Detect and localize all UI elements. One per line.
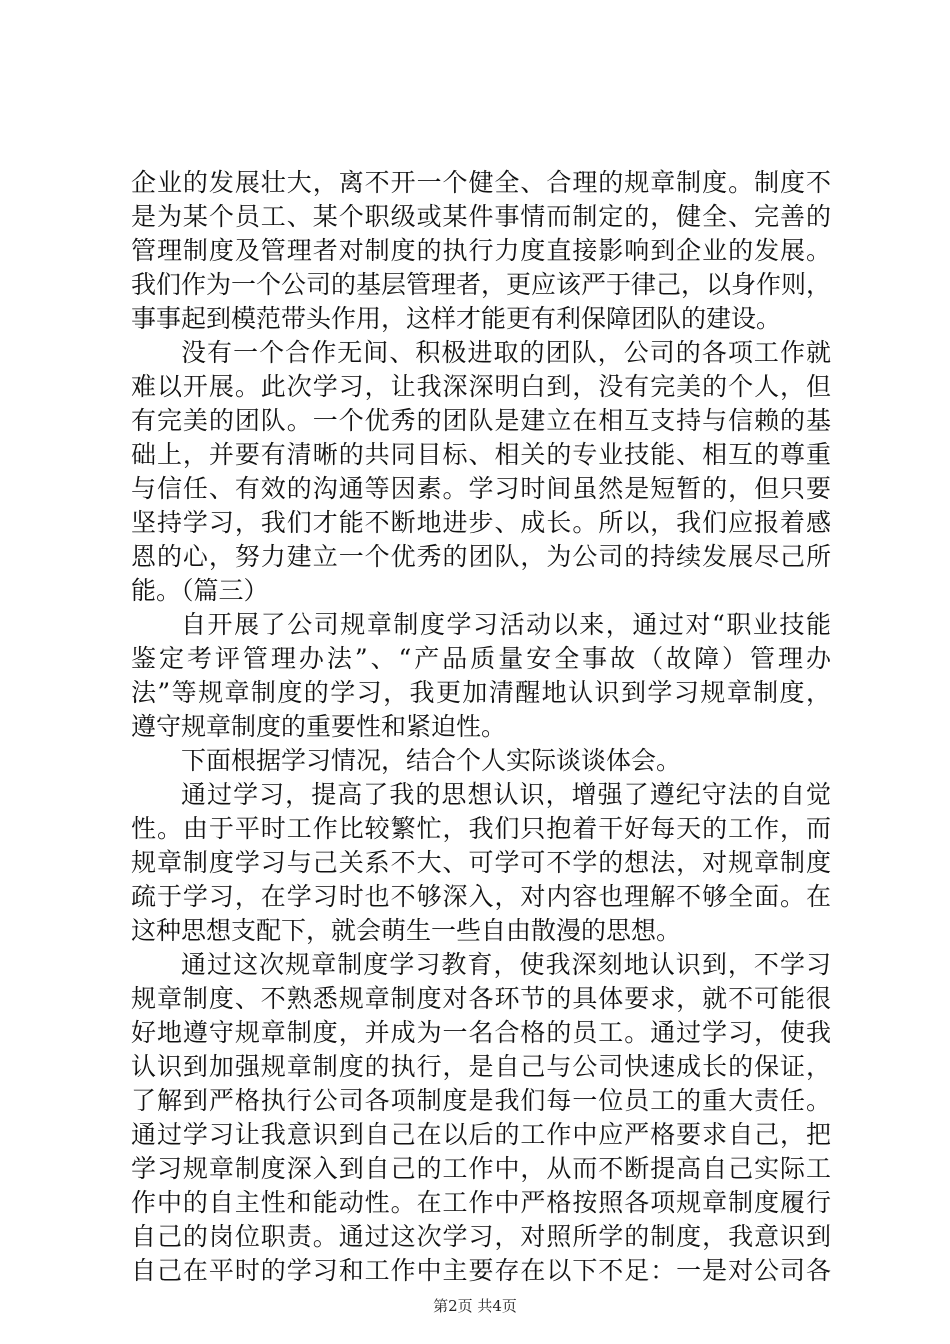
text-line: 是为某个员工、某个职级或某件事情而制定的，健全、完善的 bbox=[131, 202, 831, 231]
text-line: 事事起到模范带头作用，这样才能更有利保障团队的建设。 bbox=[131, 304, 782, 333]
text-line: 好地遵守规章制度，并成为一名合格的员工。通过学习，使我 bbox=[131, 1018, 831, 1047]
text-line: 企业的发展壮大，离不开一个健全、合理的规章制度。制度不 bbox=[131, 168, 831, 197]
text-line: 与信任、有效的沟通等因素。学习时间虽然是短暂的，但只要 bbox=[131, 474, 831, 503]
text-line: 础上，并要有清晰的共同目标、相关的专业技能、相互的尊重 bbox=[131, 440, 831, 469]
text-line: 这种思想支配下，就会萌生一些自由散漫的思想。 bbox=[131, 916, 682, 945]
text-line: 管理制度及管理者对制度的执行力度直接影响到企业的发展。 bbox=[131, 236, 831, 265]
text-line: 坚持学习，我们才能不断地进步、成长。所以，我们应报着感 bbox=[131, 508, 831, 537]
text-line: 学习规章制度深入到自己的工作中，从而不断提高自己实际工 bbox=[131, 1154, 831, 1183]
text-line: 通过这次规章制度学习教育，使我深刻地认识到，不学习 bbox=[181, 950, 831, 979]
text-line: 我们作为一个公司的基层管理者，更应该严于律己，以身作则， bbox=[131, 270, 832, 299]
text-line: 通过学习让我意识到自己在以后的工作中应严格要求自己，把 bbox=[131, 1120, 831, 1149]
text-line: 性。由于平时工作比较繁忙，我们只抱着干好每天的工作，而 bbox=[131, 814, 831, 843]
text-line: 了解到严格执行公司各项制度是我们每一位员工的重大责任。 bbox=[131, 1086, 831, 1115]
text-line: 规章制度学习与己关系不大、可学可不学的想法，对规章制度 bbox=[131, 848, 831, 877]
page-number: 第2页 共4页 bbox=[433, 1297, 517, 1315]
text-line: 认识到加强规章制度的执行，是自己与公司快速成长的保证， bbox=[131, 1052, 831, 1081]
text-line: 规章制度、不熟悉规章制度对各环节的具体要求，就不可能很 bbox=[131, 984, 831, 1013]
text-line: 自开展了公司规章制度学习活动以来，通过对“职业技能 bbox=[181, 610, 831, 639]
text-line: 难以开展。此次学习，让我深深明白到，没有完美的个人，但 bbox=[131, 372, 831, 401]
text-line: 鉴定考评管理办法”、“产品质量安全事故（故障）管理办 bbox=[131, 644, 831, 673]
text-line: 遵守规章制度的重要性和紧迫性。 bbox=[131, 712, 507, 741]
text-line: 恩的心，努力建立一个优秀的团队，为公司的持续发展尽己所 bbox=[131, 542, 831, 571]
text-line: 有完美的团队。一个优秀的团队是建立在相互支持与信赖的基 bbox=[131, 406, 831, 435]
text-line: 作中的自主性和能动性。在工作中严格按照各项规章制度履行 bbox=[131, 1188, 831, 1217]
text-line: 自己的岗位职责。通过这次学习，对照所学的制度，我意识到 bbox=[131, 1222, 831, 1251]
text-line: 下面根据学习情况，结合个人实际谈谈体会。 bbox=[181, 746, 682, 775]
text-line: 自己在平时的学习和工作中主要存在以下不足：一是对公司各 bbox=[131, 1256, 831, 1285]
document-body bbox=[131, 166, 831, 1288]
text-line: 通过学习，提高了我的思想认识，增强了遵纪守法的自觉 bbox=[181, 780, 831, 809]
page-footer bbox=[0, 1296, 950, 1316]
text-line: 能。（篇三） bbox=[131, 576, 269, 605]
text-line: 疏于学习，在学习时也不够深入，对内容也理解不够全面。在 bbox=[131, 882, 831, 911]
text-line: 法”等规章制度的学习，我更加清醒地认识到学习规章制度， bbox=[131, 678, 831, 707]
text-line: 没有一个合作无间、积极进取的团队，公司的各项工作就 bbox=[181, 338, 831, 367]
